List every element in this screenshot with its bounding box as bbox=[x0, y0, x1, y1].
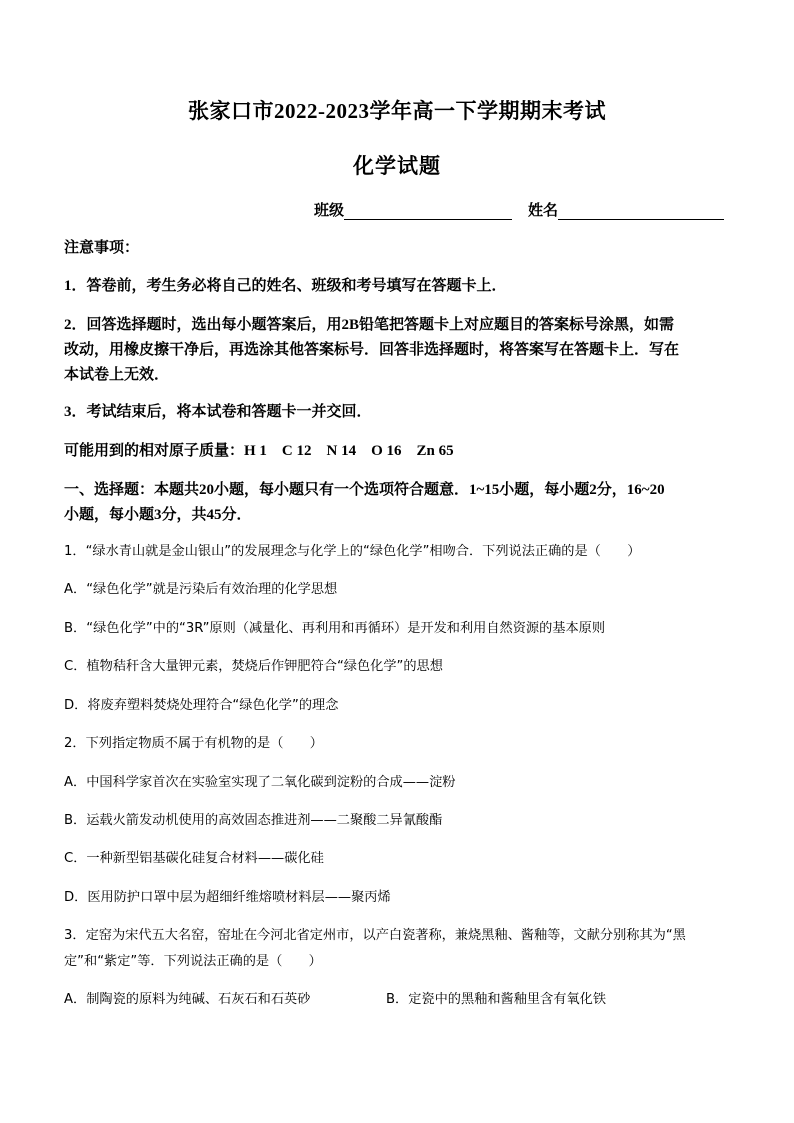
notes-heading: 注意事项： bbox=[64, 240, 140, 256]
class-blank[interactable] bbox=[344, 202, 512, 220]
question-2-stem: 2．下列指定物质不属于有机物的是（ ） bbox=[64, 736, 323, 751]
name-label: 姓名 bbox=[528, 203, 559, 219]
atomic-masses: 可能用到的相对原子质量：H 1 C 12 N 14 O 16 Zn 65 bbox=[64, 443, 454, 459]
class-label: 班级 bbox=[314, 203, 345, 219]
student-info bbox=[314, 199, 724, 220]
question-3-options-row bbox=[64, 987, 734, 1013]
question-1-stem: 1．“绿水青山就是金山银山”的发展理念与化学上的“绿色化学”相吻合．下列说法正确的是（ ） bbox=[64, 544, 641, 559]
question-2-option-b: B．运载火箭发动机使用的高效固态推进剂——二聚酸二异氰酸酯 bbox=[64, 813, 443, 828]
note-1: 1．答卷前，考生务必将自己的姓名、班级和考号填写在答题卡上． bbox=[64, 278, 507, 294]
note-2-line-1: 2．回答选择题时，选出每小题答案后，用2B铅笔把答题卡上对应题目的答案标号涂黑，如需 bbox=[64, 317, 675, 333]
question-1-option-c: C．植物秸秆含大量钾元素，焚烧后作钾肥符合“绿色化学”的思想 bbox=[64, 659, 443, 674]
exam-title: 张家口市2022-2023学年高一下学期期末考试 bbox=[188, 99, 606, 123]
question-1-option-d: D．将废弃塑料焚烧处理符合“绿色化学”的理念 bbox=[64, 698, 339, 713]
note-3: 3．考试结束后，将本试卷和答题卡一并交回． bbox=[64, 404, 372, 420]
question-3-stem-line-2: 定”和“紫定”等．下列说法正确的是（ ） bbox=[64, 954, 322, 969]
question-3-option-a: A．制陶瓷的原料为纯碱、石灰石和石英砂 bbox=[64, 992, 311, 1007]
note-2-line-2: 改动，用橡皮擦干净后，再选涂其他答案标号．回答非选择题时，将答案写在答题卡上．写在 bbox=[64, 342, 680, 358]
question-2-option-d: D．医用防护口罩中层为超细纤维熔喷材料层——聚丙烯 bbox=[64, 890, 391, 905]
question-2-option-c: C．一种新型铝基碳化硅复合材料——碳化硅 bbox=[64, 851, 324, 866]
question-1-option-a: A．“绿色化学”就是污染后有效治理的化学思想 bbox=[64, 582, 338, 597]
exam-subject: 化学试题 bbox=[353, 154, 441, 178]
question-1-option-b: B．“绿色化学”中的“3R”原则（减量化、再利用和再循环）是开发和利用自然资源的基本原则 bbox=[64, 621, 606, 636]
question-2-option-a: A．中国科学家首次在实验室实现了二氧化碳到淀粉的合成——淀粉 bbox=[64, 775, 456, 790]
question-3-option-b: B．定瓷中的黑釉和酱釉里含有氧化铁 bbox=[386, 992, 607, 1007]
question-3-stem-line-1: 3．定窑为宋代五大名窑，窑址在今河北省定州市，以产白瓷著称，兼烧黑釉、酱釉等，文献分别称其为“黑 bbox=[64, 928, 686, 943]
section-heading-line-1: 一、选择题：本题共20小题，每小题只有一个选项符合题意．1~15小题，每小题2分，16~20 bbox=[64, 482, 665, 498]
section-heading-line-2: 小题，每小题3分，共45分． bbox=[64, 507, 252, 523]
name-blank[interactable] bbox=[558, 202, 724, 220]
note-2-line-3: 本试卷上无效． bbox=[64, 367, 170, 383]
